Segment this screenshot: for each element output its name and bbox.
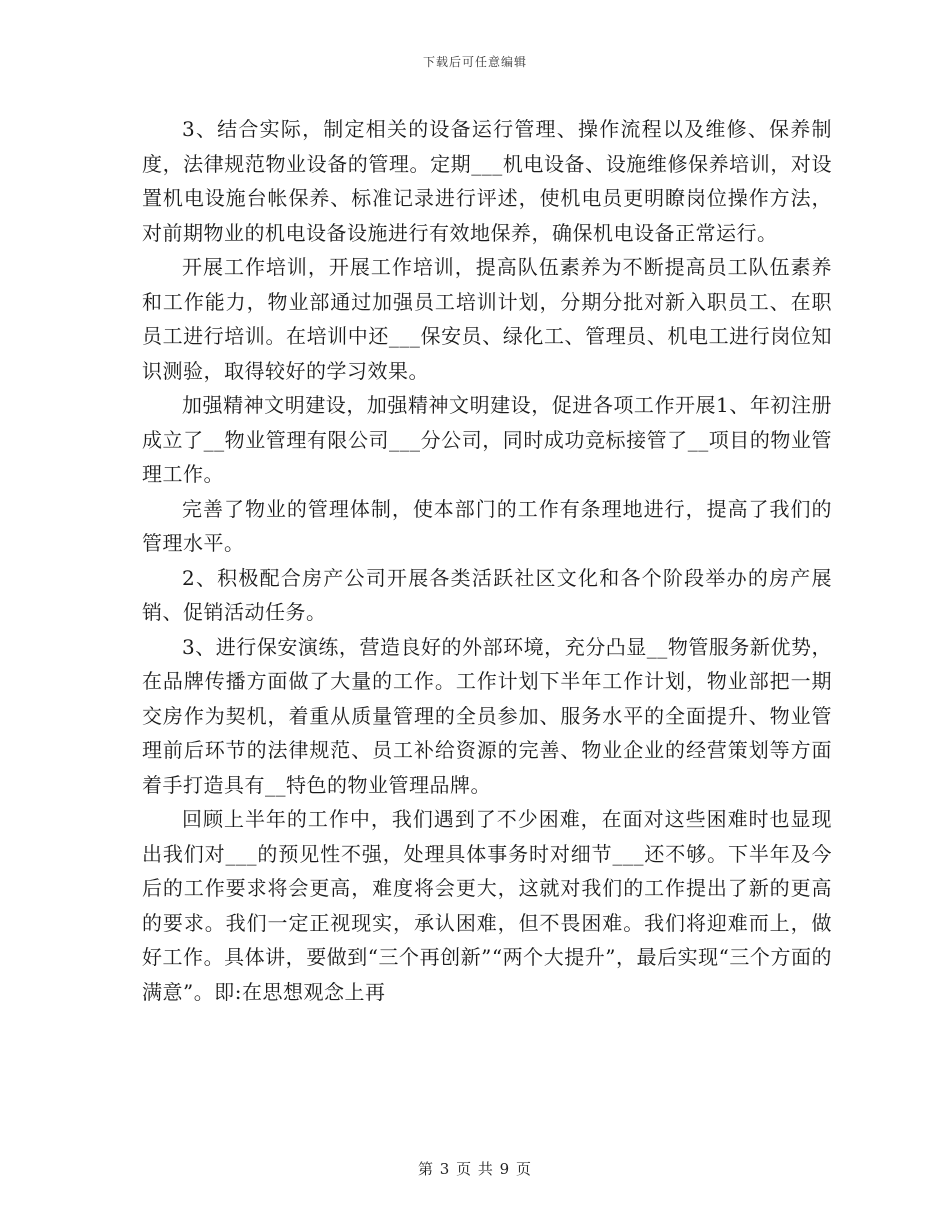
page-number: 第 3 页 共 9 页 bbox=[418, 1160, 532, 1178]
paragraph-sales-activities: 2、积极配合房产公司开展各类活跃社区文化和各个阶段举办的房产展销、促销活动任务。 bbox=[142, 565, 832, 624]
paragraph-review: 回顾上半年的工作中，我们遇到了不少困难，在面对这些困难时也显现出我们对___的预见性不强，处理具体事务时对细节___还不够。下半年及今后的工作要求将会更高，难度将会更大，这就对我们的工作提出了新的更高的要求。我们一定正视现实，承认困难，但不畏困难。我们将迎难而上，做好工作。具体讲，要做到“三个再创新”“两个大提升”，最后实现“三个方面的满意”。即:在思想观念上再 bbox=[142, 807, 832, 1004]
paragraph-security-drill: 3、进行保安演练，营造良好的外部环境，充分凸显__物管服务新优势，在品牌传播方面做了大量的工作。工作计划下半年工作计划，物业部把一期交房作为契机，着重从质量管理的全员参加、服务水平的全面提升、物业管理前后环节的法律规范、员工补给资源的完善、物业企业的经营策划等方面着手打造具有__特色的物业管理品牌。 bbox=[142, 634, 832, 797]
paragraph-management-system: 完善了物业的管理体制，使本部门的工作有条理地进行，提高了我们的管理水平。 bbox=[142, 496, 832, 555]
paragraph-equipment-management: 3、结合实际，制定相关的设备运行管理、操作流程以及维修、保养制度，法律规范物业设备的管理。定期___机电设备、设施维修保养培训，对设置机电设施台帐保养、标准记录进行评述，使机电员更明瞭岗位操作方法，对前期物业的机电设备设施进行有效地保养，确保机电设备正常运行。 bbox=[142, 117, 832, 245]
paragraph-staff-training: 开展工作培训，开展工作培训，提高队伍素养为不断提高员工队伍素养和工作能力，物业部通过加强员工培训计划，分期分批对新入职员工、在职员工进行培训。在培训中还___保安员、绿化工、管理员、机电工进行岗位知识测验，取得较好的学习效果。 bbox=[142, 255, 832, 383]
document-body bbox=[142, 112, 832, 1009]
paragraph-civilization-building: 加强精神文明建设，加强精神文明建设，促进各项工作开展1、年初注册成立了__物业管理有限公司___分公司，同时成功竞标接管了__项目的物业管理工作。 bbox=[142, 393, 832, 486]
page-header: 下载后可任意编辑 bbox=[422, 55, 527, 69]
